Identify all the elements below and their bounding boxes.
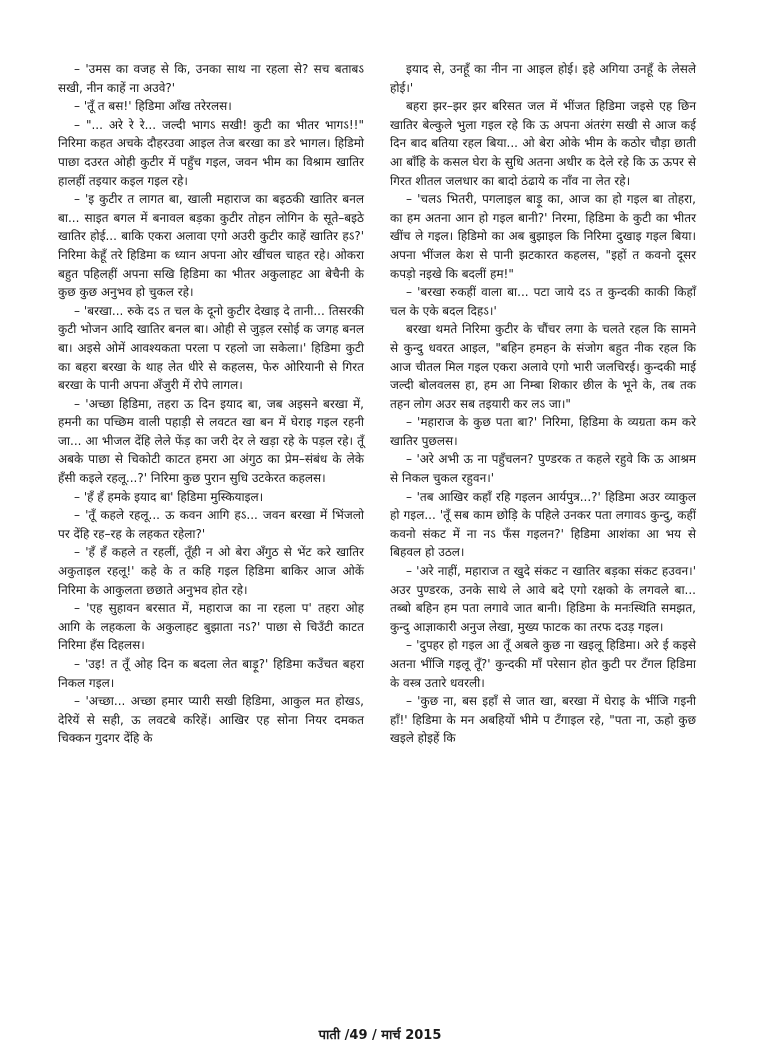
paragraph: – 'हँ हँ कहले त रहलीं, तूँही न ओ बेरा अँगुठ से भेंट करे खातिर अकुताइल रहलू!' कहे के त कहि गइल हिडिमा बाकिर आज ओकें निरिमा के आकुलता छछाते अनुभव होत रहे। (58, 545, 364, 597)
paragraph: – 'तब आखिर कहाँ रहि गइलन आर्यपुत्र...?' हिडिमा अउर व्याकुल हो गइल... 'तूँ सब काम छोड़ि के पहिले उनकर पता लगावऽ कुन्दु, कहीं कवनो संकट में ना नऽ फँस गइलन?' हिडिमा आशंका आ भय से बिहवल हो उठल। (390, 489, 696, 560)
paragraph: – 'एह सुहावन बरसात में, महाराज का ना रहला प' तहरा ओह आगि के लहकला के अकुलाहट बुझाता नऽ?' पाछा से चिउँटी काटत निरिमा हँस दिहलस। (58, 601, 364, 653)
paragraph: – 'तूँ त बस!' हिडिमा आँख तरेरलस। (74, 99, 232, 114)
right-column (390, 60, 696, 748)
paragraph: – 'उइ! त तूँ ओह दिन क बदला लेत बाड़ू?' हिडिमा कउँचत बहरा निकल गइल। (58, 657, 364, 690)
paragraph: – 'अरे अभी ऊ ना पहुँचलन? पुण्डरक त कहले रहुवे कि ऊ आश्रम से निकल चुकल रहुवन।' (390, 452, 696, 486)
left-column (58, 60, 364, 748)
paragraph: – "... अरे रे रे... जल्दी भागऽ सखी! कुटी का भीतर भागऽ!!" निरिमा कहत अचके दौहरउवा आइल तेज बरखा का डरे भागल। हिडिमो पाछा दउरत ओही कुटीर में पहुँच गइल, जवन भीम का विश्राम खातिर हालहीं तइयार कइल गइल रहे। (58, 117, 364, 188)
paragraph: – 'दुपहर हो गइल आ तूँ अबले कुछ ना खइलू हिडिमा। अरे ई कइसे अतना भींजि गइलू तूँ?' कुन्दकी माँ परेसान होत कुटी पर टँगल हिडिमा के वस्त्र उतारे धवरली। (390, 638, 696, 690)
paragraph: – 'चलऽ भितरी, पगलाइल बाड़ू का, आज का हो गइल बा तोहरा, का हम अतना आन हो गइल बानी?' निरमा, हिडिमा के कुटी का भीतर खींच ले गइल। हिडिमो का अब बुझाइल कि निरिमा दुखाइ गइल बिया। अपना भींजल केश से पानी झटकारत कहलस, "इहों त कवनो दूसर कपड़ो नइखे कि बदलीं हम!" (390, 192, 696, 281)
page-footer: पाती /49 / मार्च 2015 (318, 1028, 442, 1043)
paragraph: बहरा झर–झर झर बरिसत जल में भींजत हिडिमा जइसे एह छिन खातिर बेल्कुले भुला गइल रहे कि ऊ अपना अंतरंग सखी से आज कई दिन बाद बतिया रहल बिया... ओ बेरा ओके भीम के कठोर चौड़ा छाती आ बाँहि के कसल घेरा के सुधि अतना अधीर क देले रहे कि ऊ ऊपर से गिरत शीतल जलधार का बादो ठंढाये क नाँव ना लेत रहे। (390, 99, 696, 188)
paragraph: इयाद से, उनहूँ का नीन ना आइल होई। इहे अगिया उनहूँ के लेसले होई।' (390, 62, 696, 95)
paragraph: – 'बरखा रुकहीं वाला बा... पटा जाये दऽ त कुन्दकी काकी किहाँ चल के एके बदल दिहऽ।' (390, 285, 696, 318)
paragraph: – 'उमस का वजह से कि, उनका साथ ना रहला से? सच बताबऽ सखी, नीन काहें ना अउवे?' (58, 62, 364, 95)
paragraph: – 'हँ हँ हमके इयाद बा' हिडिमा मुस्कियाइल। (74, 489, 264, 504)
paragraph: – 'अरे नाहीं, महाराज त खुदे संकट न खातिर बड़का संकट हउवन।' अउर पुण्डरक, उनके साथे ले आवे बदे एगो रक्षको के लगवले बा... तब्बो बहिन हम पता लगावे जात बानी। हिडिमा के मनःस्थिति समझत, कुन्दु आज्ञाकारी अनुज लेखा, मुख्य फाटक का तरफ दउड़ गइल। (390, 564, 696, 634)
paragraph: – 'महाराज के कुछ पता बा?' निरिमा, हिडिमा के व्यग्रता कम करे खातिर पुछलस। (390, 415, 696, 448)
paragraph: – 'अच्छा... अच्छा हमार प्यारी सखी हिडिमा, आकुल मत होखऽ, देरियें से सही, ऊ लवटबे करिहें। आखिर एह सोना नियर दमकत चिक्कन गुदगर देंहि के (58, 694, 364, 746)
paragraph: – 'अच्छा हिडिमा, तहरा ऊ दिन इयाद बा, जब अइसने बरखा में, हमनी का पच्छिम वाली पहाड़ी से लवटत खा बन में घेराइ गइल रहनी जा... आ भीजल देंहि लेले फेंड़ का जरी देर ले खड़ा रहे के पड़ल रहे। तूँ अबके पाछा से चिकोटी काटत हमरा आ अंगुठ का प्रेम–संबंध के लेके हँसी कइले रहलू...?' निरिमा कुछ पुरान सुधि उटकेरत कहलस। (58, 396, 364, 486)
paragraph: – 'कुछ ना, बस इहाँ से जात खा, बरखा में घेराइ के भींजि गइनी हाँ!' हिडिमा के मन अबहियों भीमे प टँगाइल रहे, "पता ना, ऊहो कुछ खइले होइहें कि (390, 694, 696, 746)
paragraph: – 'तूँ कहले रहलू... ऊ कवन आगि हऽ... जवन बरखा में भिंजलो पर देंहि रह–रह के लहकत रहेला?' (58, 508, 364, 541)
paragraph: – 'इ कुटीर त लागत बा, खाली महाराज का बइठकी खातिर बनल बा... साइत बगल में बनावल बड़का कुटीर तोहन लोगिन के सूते–बइठे खातिर होई... बाकि एकरा अलावा एगो अउरी कुटीर काहें खातिर हऽ?' निरिमा केहूँ तरे हिडिमा क ध्यान अपना ओर खींचल चाहत रहे। ओकरा बहुत पहिलहीं अपना सखि हिडिमा का भीतर अकुलाहट आ बेचैनी के कुछ कुछ अनुभव हो चुकल रहे। (58, 192, 364, 300)
paragraph: – 'बरखा... रुके दऽ त चल के दूनो कुटीर देखाइ दे तानी... तिसरकी कुटी भोजन आदि खातिर बनल बा। ओही से जुड़ल रसोई क जगह बनल बा। अइसे ओमें आवश्यकता परला प रहलो जा सकेला।' हिडिमा कुटी का बहरा बरखा के थाह लेत धीरे से कहलस, फेरु ओरियानी से गिरत बरखा के पानी अपना अँजुरी में रोपे लागल। (58, 303, 364, 393)
paragraph: बरखा थमते निरिमा कुटीर के चौंचर लगा के चलते रहल कि सामने से कुन्दु धवरत आइल, "बहिन हमहन के संजोग बहुत नीक रहल कि आज चीतल मिल गइल एकरा अलावे एगो भारी जलचिरई। कुन्दकी माई जल्दी बोलवलस हा, हम आ निम्बा शिकार छील के भूने के, तब तक तहन लोग अउर सब तइयारी कर लऽ जा।" (390, 322, 696, 411)
